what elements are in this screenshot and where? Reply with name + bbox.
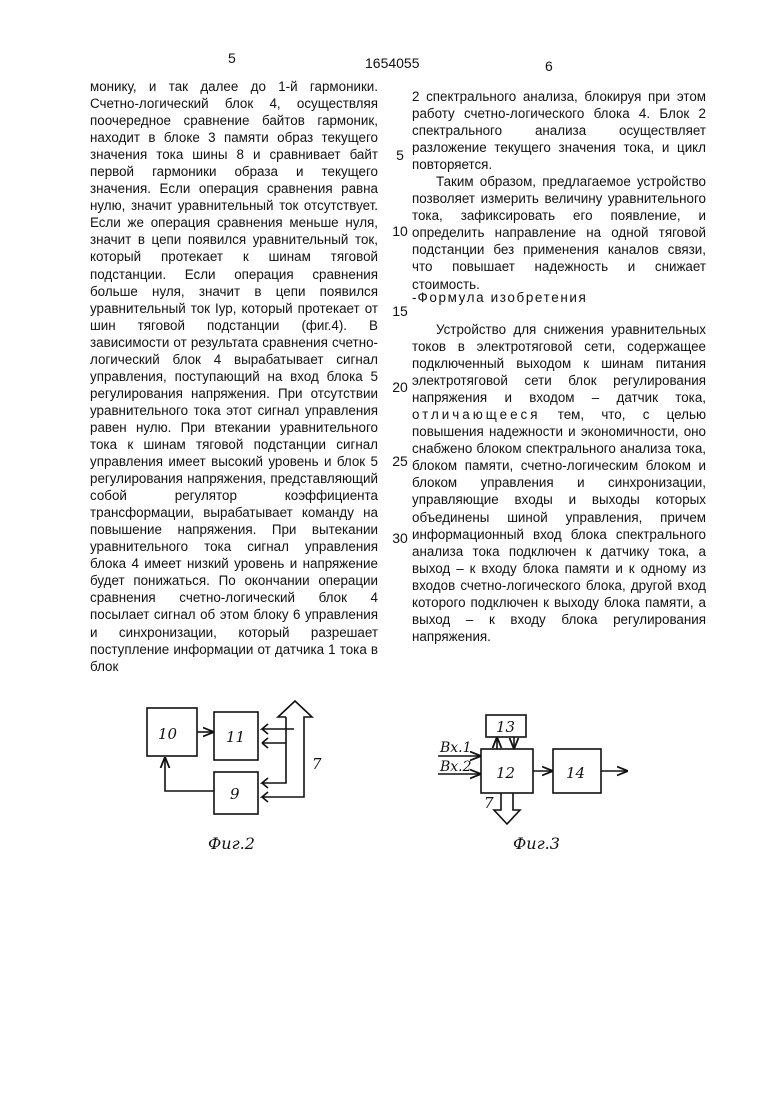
- figure-3: [438, 715, 627, 853]
- right-paragraph-2: Таким образом, предлагаемое устройство позволяет измерить величину уравнительного тока, зафиксировать его появление, и определить направление на одной тяговой подстанции без применения каналов связи, что повышает надежность и снижает стоимость.: [412, 174, 706, 292]
- fig2-label-9: 9: [230, 785, 240, 803]
- line-number-15: 15: [392, 303, 408, 319]
- fig3-input-1-label: Вх.1: [440, 740, 472, 756]
- fig2-label-11: 11: [226, 728, 246, 746]
- right-page-number: 6: [545, 58, 553, 74]
- fig3-caption: Фиг.3: [513, 834, 560, 853]
- claim-start: Устройство для снижения уравнительных токов в электротяговой сети, содержащее подключенный выходом к шинам питания электротяговой сети блок регулирования напряжения и входом – датчик тока,: [412, 322, 706, 406]
- line-number-5: 5: [396, 147, 404, 163]
- right-paragraph-1: 2 спектрального анализа, блокируя при этом работу счетно-логического блока 4. Блок 2 спектрального анализа осуществляет разложение текущего значения тока, и цикл повторяется.: [412, 89, 706, 173]
- fig3-control-bus: [494, 793, 520, 824]
- claim-distinguishing: отличающееся: [412, 407, 541, 423]
- line-number-20: 20: [392, 379, 408, 395]
- fig3-label-12: 12: [496, 764, 516, 782]
- fig3-label-13: 13: [496, 718, 516, 736]
- left-column-text: монику, и так далее до 1-й гармоники. Счетно-логический блок 4, осуществляя поочередное сравнение байтов гармоник, находит в блоке 3 памяти образ текущего значения тока шины 8 и сравнивает байт первой гармоники образа и текущего значения. Если операция сравнения равна нулю, значит уравнительный ток отсутствует. Если же операция сравнения меньше нуля, значит в цепи появился уравнительный ток, который протекает к шинам тяговой подстанции. Если операция сравнения больше нуля, значит в цепи появился уравнительный ток Iур, который протекает от шин тяговой подстанции (фиг.4). В зависимости от результата сравнения счетно-логический блок 4 вырабатывает сигнал управления, поступающий на вход блока 5 регулирования напряжения. При отсутствии уравнительного тока этот сигнал управления равен нулю. При втекании уравнительного тока к шинам тяговой подстанции сигнал управления имеет высокий уровень и блок 5 регулирования напряжения, представляющий собой регулятор коэффициента трансформации, вырабатывает команду на повышение напряжения. При вытекании уравнительного тока сигнал управления блока 4 имеет низкий уровень и напряжение будет понижаться. По окончании операции сравнения счетно-логический блок 4 посылает сигнал об этом блоку 6 управления и синхронизации, который разрешает поступление информации от датчика 1 тока в блок: [90, 79, 378, 674]
- fig2-arrow-9-10: [165, 758, 214, 791]
- line-number-25: 25: [392, 453, 408, 469]
- line-number-30: 30: [392, 530, 408, 546]
- claim-end: тем, что, с целью повышения надежности и экономичности, оно снабжено блоком спектрального анализа тока, блоком памяти, счетно-логическим блоком и блоком управления и синхронизации, управляющие входы и выходы которых объединены шиной управления, причем информационный вход блока спектрального анализа тока подключен к датчику тока, а выход – к входу блока памяти и к одному из входов счетно-логического блока, другой вход которого подключен к выходу блока памяти, а выход – к входу блока регулирования напряжения.: [412, 407, 706, 644]
- fig2-label-10: 10: [158, 725, 178, 743]
- fig2-control-bus: [262, 701, 312, 802]
- fig2-bus-label: 7: [312, 755, 322, 773]
- fig3-input-2-label: Вх.2: [440, 759, 472, 775]
- line-number-10: 10: [392, 223, 408, 239]
- claims-heading-text: Формула изобретения: [417, 290, 588, 305]
- figure-2: [147, 701, 322, 853]
- patent-number: 1654055: [365, 55, 420, 71]
- left-page-number: 5: [228, 50, 236, 66]
- fig2-caption: Фиг.2: [208, 834, 255, 853]
- fig3-bus-label: 7: [484, 794, 494, 812]
- claims-heading: -Формула изобретения: [412, 290, 588, 305]
- fig3-label-14: 14: [566, 764, 586, 782]
